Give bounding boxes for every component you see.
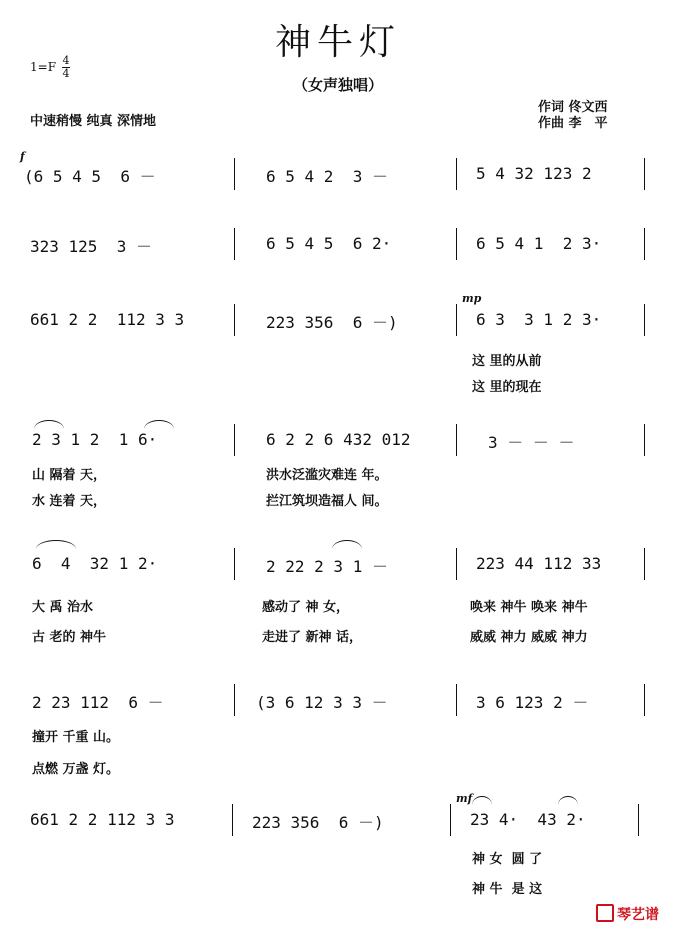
time-top: 4 — [62, 54, 70, 67]
lyric-line-1: 大 禹 治水 — [32, 600, 94, 615]
measure: 661 2 2 112 3 3 — [30, 810, 175, 829]
lyric-line-2: 这 里的现在 — [472, 380, 542, 395]
time-bottom: 4 — [62, 67, 70, 80]
lyricist-credit: 作词 佟文西 — [538, 100, 608, 115]
dynamic-mark: mf — [456, 792, 473, 805]
song-title: 神牛灯 — [274, 22, 401, 63]
lyric-line-2: 古 老的 神牛 — [32, 630, 107, 645]
lyric-line-1: 撞开 千重 山。 — [32, 730, 120, 745]
measure: 6 5 4 5 6 2· — [266, 234, 392, 253]
measure: 6 4 32 1 2· — [32, 554, 158, 573]
dynamic-mark: mp — [462, 292, 482, 305]
time-signature — [62, 55, 70, 80]
lyric-line-2: 威威 神力 威威 神力 — [470, 630, 588, 645]
dynamic-mark: f — [20, 150, 25, 163]
lyric-line-2: 走进了 新神 话， — [262, 630, 363, 645]
lyric-line-1: 感动了 神 女， — [262, 600, 350, 615]
measure: 2 23 112 6 － — [32, 693, 164, 712]
measure: 323 125 3 － — [30, 237, 152, 256]
lyric-line-1: 唤来 神牛 唤来 神牛 — [470, 600, 588, 615]
lyric-line-2: 点燃 万盏 灯。 — [32, 762, 120, 777]
measure: 6 3 3 1 2 3· — [476, 310, 602, 329]
measure: 6 5 4 1 2 3· — [476, 234, 602, 253]
logo-icon — [596, 904, 614, 922]
measure: (3 6 12 3 3 － — [256, 693, 388, 712]
composer-credit: 作曲 李 平 — [538, 116, 608, 131]
lyric-line-1: 洪水泛滥灾难连 年。 — [266, 468, 388, 483]
measure: 223 356 6 －) — [266, 313, 398, 332]
lyric-line-2: 拦江筑坝造福人 间。 — [266, 494, 388, 509]
measure: 223 44 112 33 — [476, 554, 602, 573]
lyric-line-1: 山 隔着 天， — [32, 468, 107, 483]
watermark-logo — [596, 904, 659, 924]
measure: 3 － － － — [488, 433, 575, 452]
measure: 23 4· 43 2· — [470, 810, 586, 829]
lyric-line-2: 水 连着 天， — [32, 494, 107, 509]
measure: 5 4 32 123 2 — [476, 164, 592, 183]
measure: 2 22 2 3 1 － — [266, 557, 388, 576]
measure: 2 3 1 2 1 6· — [32, 430, 158, 449]
tempo-marking: 中速稍慢 纯真 深情地 — [30, 114, 157, 129]
measure: 6 2 2 6 432 012 — [266, 430, 411, 449]
song-subtitle: （女声独唱） — [292, 76, 383, 94]
measure: 661 2 2 112 3 3 — [30, 310, 185, 329]
lyric-line-2: 神 牛 是 这 — [472, 882, 543, 897]
measure: 3 6 123 2 － — [476, 693, 589, 712]
key-signature: 1=F — [30, 60, 57, 74]
lyric-line-1: 神 女 圆 了 — [472, 852, 543, 867]
lyric-line-1: 这 里的从前 — [472, 354, 542, 369]
measure: 223 356 6 －) — [252, 813, 384, 832]
measure: (6 5 4 5 6 － — [24, 167, 156, 186]
measure: 6 5 4 2 3 － — [266, 167, 388, 186]
watermark-text: 琴艺谱 — [617, 907, 659, 923]
